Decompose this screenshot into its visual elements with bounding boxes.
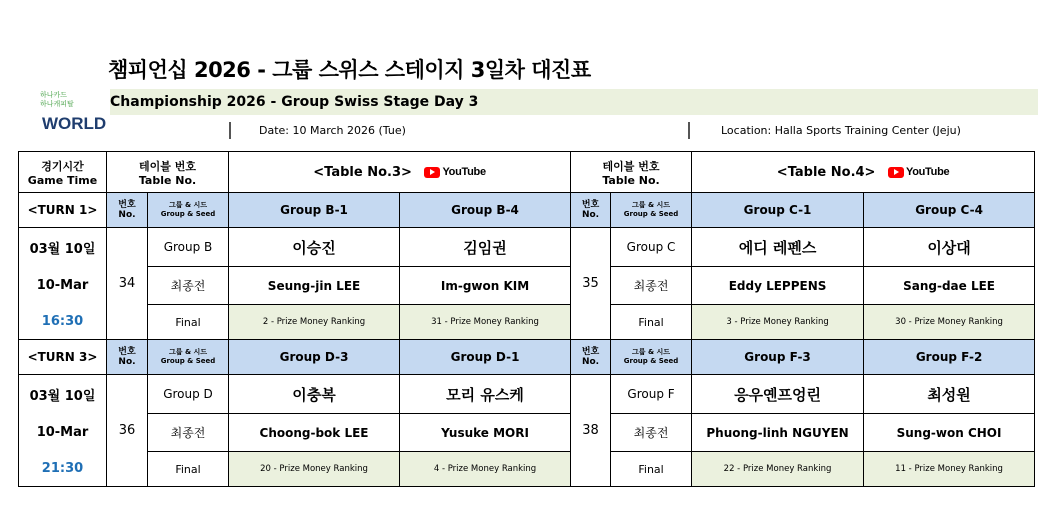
sub-group-seed-ko: 그룹 & 시드	[168, 201, 208, 209]
sub-group-seed-ko: 그룹 & 시드	[632, 348, 671, 356]
meta-separator	[229, 122, 231, 139]
match-date-ko: 03월 10일	[19, 375, 107, 414]
sub-num-ko: 번호	[581, 347, 600, 357]
match-final: Final	[611, 452, 692, 487]
player-name-en: Sang-dae LEE	[864, 267, 1035, 305]
prize-ranking: 3 - Prize Money Ranking	[692, 305, 864, 340]
match-stage: 최종전	[148, 414, 229, 452]
event-date: Date: 10 March 2026 (Tue)	[259, 124, 406, 137]
match-stage: 최종전	[611, 267, 692, 305]
schedule-table	[18, 151, 1035, 487]
sub-group-seed-en: Group & Seed	[160, 210, 216, 218]
table-3-label: <Table No.3>	[313, 164, 412, 180]
match-time: 16:30	[19, 305, 107, 340]
logo-line-1: 하나카드	[40, 91, 68, 99]
match-row	[19, 414, 1035, 452]
match-group: Group B	[148, 228, 229, 267]
header-row	[19, 152, 1035, 193]
header-table-3	[229, 152, 571, 193]
sub-group-seed-ko: 그룹 & 시드	[168, 348, 208, 356]
player-name-en: Seung-jin LEE	[229, 267, 400, 305]
player-group-seed: Group C-1	[692, 193, 864, 228]
prize-ranking: 4 - Prize Money Ranking	[400, 452, 571, 487]
match-date-ko: 03월 10일	[19, 228, 107, 267]
prize-ranking: 20 - Prize Money Ranking	[229, 452, 400, 487]
prize-ranking: 11 - Prize Money Ranking	[864, 452, 1035, 487]
sub-group-seed-en: Group & Seed	[160, 357, 216, 365]
header-table-no-en: Table No.	[138, 173, 197, 187]
player-name-ko: 에디 레펜스	[692, 228, 864, 267]
player-name-ko: 이상대	[864, 228, 1035, 267]
match-time: 21:30	[19, 452, 107, 487]
player-name-ko: 모리 유스케	[400, 375, 571, 414]
youtube-play-icon	[424, 167, 440, 178]
match-stage: 최종전	[611, 414, 692, 452]
page-title-korean: 챔피언십 2026 - 그룹 스위스 스테이지 3일차 대진표	[108, 58, 591, 82]
sub-num-en: No.	[581, 210, 600, 220]
turn-row	[19, 340, 1035, 375]
player-group-seed: Group F-3	[692, 340, 864, 375]
match-group: Group D	[148, 375, 229, 414]
sub-num-ko: 번호	[118, 200, 136, 210]
event-location: Location: Halla Sports Training Center (Jeju)	[721, 124, 961, 137]
header-table-no	[107, 152, 229, 193]
player-group-seed: Group B-4	[400, 193, 571, 228]
sub-num-ko: 번호	[581, 200, 600, 210]
sub-num	[107, 340, 148, 375]
player-group-seed: Group B-1	[229, 193, 400, 228]
turn-label: <TURN 3>	[19, 340, 107, 375]
prize-ranking: 2 - Prize Money Ranking	[229, 305, 400, 340]
sub-group-seed	[148, 193, 229, 228]
youtube-link[interactable]	[424, 166, 485, 178]
player-name-ko: 김임권	[400, 228, 571, 267]
sub-group-seed-en: Group & Seed	[623, 210, 679, 218]
turn-label: <TURN 1>	[19, 193, 107, 228]
match-row	[19, 305, 1035, 340]
header-game-time-en: Game Time	[27, 173, 98, 187]
player-name-en: Phuong-linh NGUYEN	[692, 414, 864, 452]
match-final: Final	[611, 305, 692, 340]
prize-ranking: 22 - Prize Money Ranking	[692, 452, 864, 487]
player-name-en: Yusuke MORI	[400, 414, 571, 452]
match-final: Final	[148, 452, 229, 487]
youtube-play-icon	[888, 167, 904, 178]
player-group-seed: Group F-2	[864, 340, 1035, 375]
player-name-en: Sung-won CHOI	[864, 414, 1035, 452]
turn-row	[19, 193, 1035, 228]
player-group-seed: Group D-1	[400, 340, 571, 375]
match-stage: 최종전	[148, 267, 229, 305]
meta-separator	[688, 122, 690, 139]
sub-num	[571, 340, 611, 375]
header-game-time	[19, 152, 107, 193]
match-row	[19, 228, 1035, 267]
player-group-seed: Group D-3	[229, 340, 400, 375]
match-row	[19, 452, 1035, 487]
player-name-ko: 이승진	[229, 228, 400, 267]
logo-line-2: 하나캐피탈	[40, 100, 74, 108]
prize-ranking: 30 - Prize Money Ranking	[864, 305, 1035, 340]
sub-num-en: No.	[118, 357, 136, 367]
match-row	[19, 267, 1035, 305]
header-table-no-en: Table No.	[602, 173, 660, 187]
player-group-seed: Group C-4	[864, 193, 1035, 228]
player-name-en: Eddy LEPPENS	[692, 267, 864, 305]
prize-ranking: 31 - Prize Money Ranking	[400, 305, 571, 340]
player-name-ko: 최성원	[864, 375, 1035, 414]
header-table-no-ko: 테이블 번호	[139, 159, 196, 173]
header-table-no	[571, 152, 692, 193]
youtube-link[interactable]	[888, 166, 949, 178]
sub-num	[107, 193, 148, 228]
sub-group-seed	[148, 340, 229, 375]
sub-group-seed	[611, 193, 692, 228]
match-group: Group F	[611, 375, 692, 414]
sub-group-seed	[611, 340, 692, 375]
match-final: Final	[148, 305, 229, 340]
match-number: 34	[107, 228, 148, 340]
sub-num-en: No.	[118, 210, 136, 220]
match-number: 35	[571, 228, 611, 340]
youtube-text: YouTube	[442, 166, 486, 178]
match-row	[19, 375, 1035, 414]
header-table-4	[692, 152, 1035, 193]
logo-world-text: WORLD	[42, 114, 107, 133]
sub-group-seed-en: Group & Seed	[623, 357, 679, 365]
match-number: 36	[107, 375, 148, 487]
youtube-text: YouTube	[905, 166, 950, 178]
player-name-en: Im-gwon KIM	[400, 267, 571, 305]
sponsor-logo	[40, 88, 110, 134]
header-table-no-ko: 테이블 번호	[602, 159, 660, 173]
match-group: Group C	[611, 228, 692, 267]
match-number: 38	[571, 375, 611, 487]
sub-num	[571, 193, 611, 228]
header-game-time-ko: 경기시간	[41, 159, 84, 173]
player-name-en: Choong-bok LEE	[229, 414, 400, 452]
page-title-english: Championship 2026 - Group Swiss Stage Day 3	[110, 94, 479, 110]
player-name-ko: 이충복	[229, 375, 400, 414]
sub-num-en: No.	[581, 357, 600, 367]
match-date-en: 10-Mar	[19, 267, 107, 305]
sub-group-seed-ko: 그룹 & 시드	[632, 201, 671, 209]
player-name-ko: 응우옌프엉린	[692, 375, 864, 414]
table-4-label: <Table No.4>	[776, 164, 876, 180]
match-date-en: 10-Mar	[19, 414, 107, 452]
sub-num-ko: 번호	[118, 347, 136, 357]
